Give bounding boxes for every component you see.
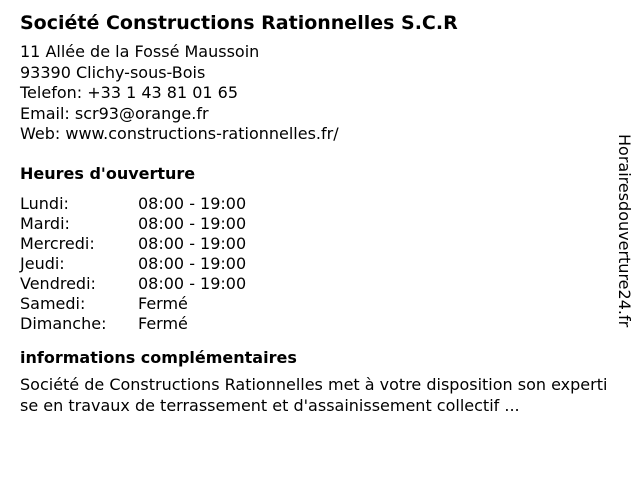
opening-hours-title: Heures d'ouverture	[20, 163, 196, 183]
day-label: Lundi:	[20, 193, 69, 213]
opening-hours-table	[20, 194, 610, 334]
business-card	[20, 12, 610, 416]
day-label: Mercredi:	[20, 233, 95, 253]
hours-row-friday	[20, 274, 610, 294]
site-watermark: Horairesdouverture24.fr	[615, 134, 634, 328]
hours-row-tuesday	[20, 214, 610, 234]
contact-block	[20, 42, 610, 145]
day-label: Mardi:	[20, 213, 70, 233]
day-label: Dimanche:	[20, 313, 107, 333]
day-label: Vendredi:	[20, 273, 96, 293]
day-hours: 08:00 - 19:00	[138, 193, 247, 213]
day-hours: 08:00 - 19:00	[138, 253, 247, 273]
company-name: Société Constructions Rationnelles S.C.R	[20, 12, 458, 34]
day-label: Samedi:	[20, 293, 86, 313]
address-street: 11 Allée de la Fossé Maussoin	[20, 42, 260, 61]
website-link[interactable]: Web: www.constructions-rationnelles.fr/	[20, 124, 339, 143]
day-hours: Fermé	[138, 313, 188, 333]
additional-info-text: Société de Constructions Rationnelles met à votre disposition son expertise en travaux de terrassement et d'assainissement collectif ...	[20, 374, 608, 415]
hours-row-sunday	[20, 314, 610, 334]
hours-row-saturday	[20, 294, 610, 314]
day-hours: 08:00 - 19:00	[138, 233, 247, 253]
additional-info-title: informations complémentaires	[20, 347, 297, 367]
hours-row-wednesday	[20, 234, 610, 254]
hours-row-monday	[20, 194, 610, 214]
day-label: Jeudi:	[20, 253, 65, 273]
hours-row-thursday	[20, 254, 610, 274]
phone-number[interactable]: Telefon: +33 1 43 81 01 65	[20, 83, 239, 102]
day-hours: Fermé	[138, 293, 188, 313]
email-address[interactable]: Email: scr93@orange.fr	[20, 103, 209, 123]
address-city: 93390 Clichy-sous-Bois	[20, 62, 206, 82]
day-hours: 08:00 - 19:00	[138, 273, 247, 293]
day-hours: 08:00 - 19:00	[138, 213, 247, 233]
